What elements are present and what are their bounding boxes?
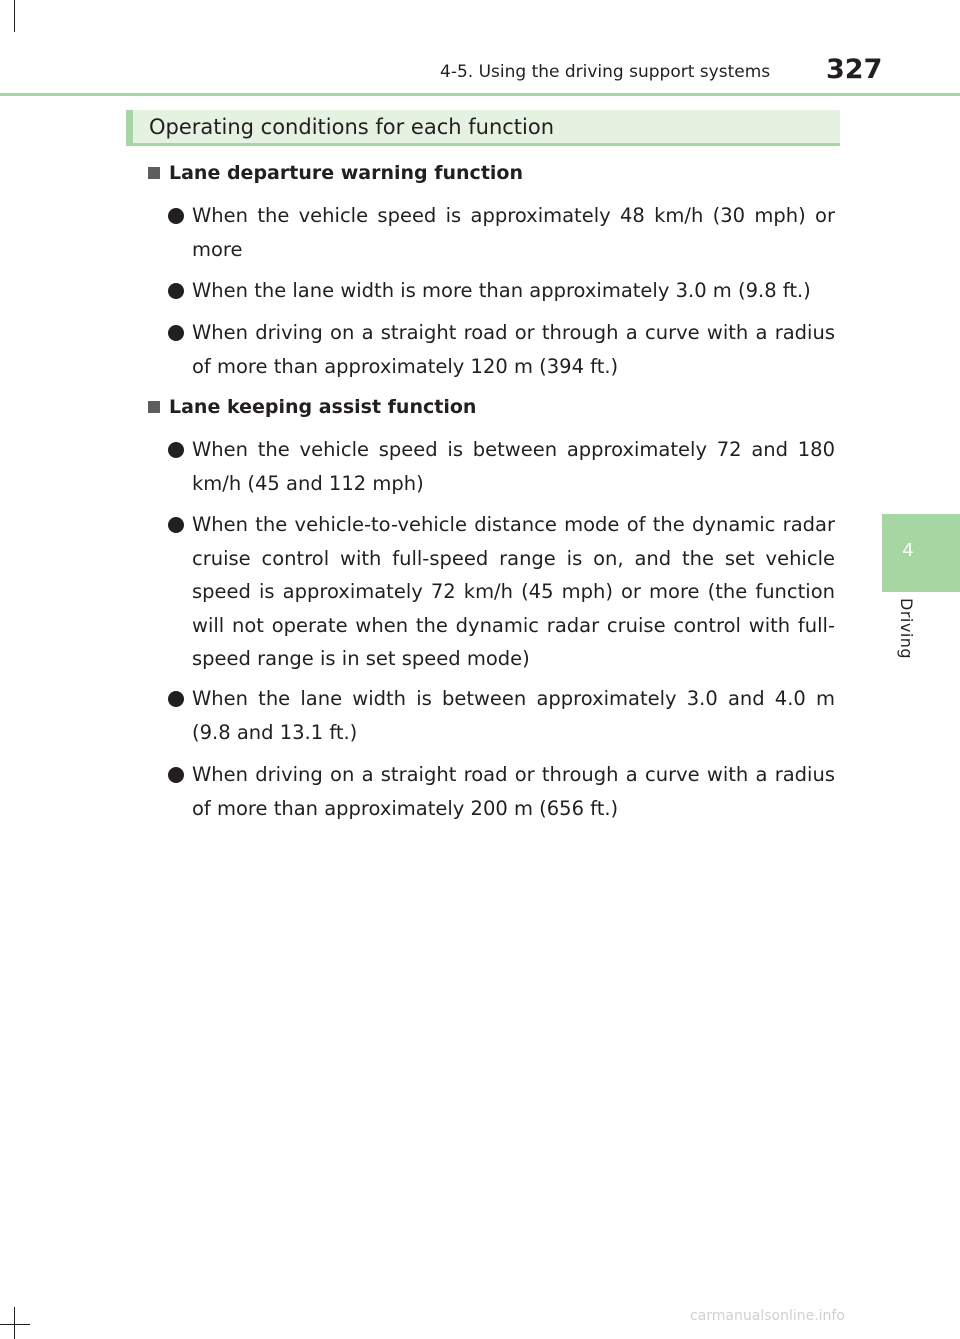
subheading-lane-keeping-text: Lane keeping assist function [169,396,477,418]
bullet-dot-icon [168,208,184,224]
list-item [168,274,835,308]
page-number: 327 [826,54,883,85]
subheading-lane-keeping [148,396,476,418]
running-header-section: 4-5. Using the driving support systems [440,62,771,82]
chapter-number: 4 [902,540,914,561]
section-heading-text: Operating conditions for each function [149,115,555,139]
crop-mark-top-left-v [14,0,15,32]
bullet-dot-icon [168,283,184,299]
header-rule [0,93,960,96]
bullet-dot-icon [168,517,184,533]
list-item-text: When driving on a straight road or through a curve with a radius of more than approximately 120 m (394 ft.) [192,321,835,378]
list-item-text: When the vehicle speed is approximately 48 km/h (30 mph) or more [192,204,835,261]
crop-mark-bottom-left-v [14,1307,15,1339]
list-item [168,199,835,266]
list-item [168,682,835,749]
list-item-text: When the vehicle-to-vehicle distance mode of the dynamic radar cruise control with full-speed range is on, and the set vehicle speed is approximately 72 km/h (45 mph) or more (the function will not operate when the dynamic radar cruise control with full-speed range is in set speed mode) [192,513,835,670]
bullet-dot-icon [168,325,184,341]
bullet-dot-icon [168,691,184,707]
square-bullet-icon [148,401,160,413]
section-heading [126,110,840,146]
list-item-text: When the vehicle speed is between approximately 72 and 180 km/h (45 and 112 mph) [192,438,835,495]
subheading-lane-departure [148,162,523,184]
bullet-dot-icon [168,442,184,458]
list-item [168,758,835,825]
list-item-text: When the lane width is between approximately 3.0 and 4.0 m (9.8 and 13.1 ft.) [192,687,835,744]
crop-mark-bottom-left-h [0,1324,30,1325]
list-item [168,508,835,676]
list-item [168,316,835,383]
chapter-label: Driving [897,598,916,660]
bullet-dot-icon [168,767,184,783]
chapter-tab [882,514,960,592]
list-item [168,433,835,500]
watermark: carmanualsonline.info [690,1308,845,1324]
list-item-text: When driving on a straight road or through a curve with a radius of more than approximately 200 m (656 ft.) [192,763,835,820]
subheading-lane-departure-text: Lane departure warning function [169,162,523,184]
list-item-text: When the lane width is more than approximately 3.0 m (9.8 ft.) [192,279,811,302]
square-bullet-icon [148,167,160,179]
